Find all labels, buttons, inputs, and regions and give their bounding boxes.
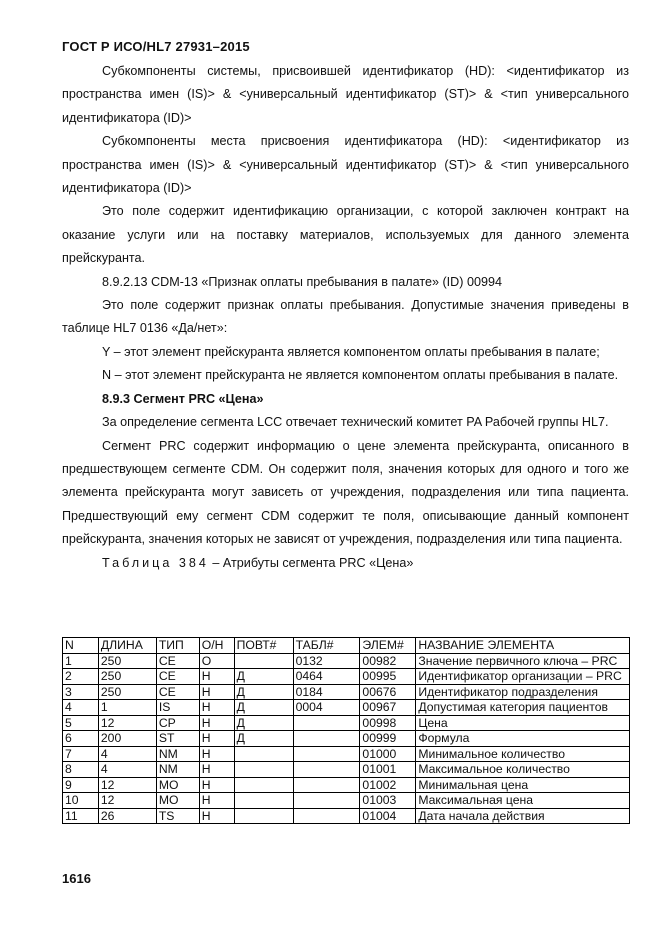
table-cell <box>234 777 293 793</box>
table-row <box>63 793 630 809</box>
table-row <box>63 777 630 793</box>
table-cell <box>234 653 293 669</box>
table-cell <box>293 746 360 762</box>
table-cell: 9 <box>63 777 99 793</box>
table-cell: MO <box>156 777 199 793</box>
table-cell: Н <box>199 700 234 716</box>
table-cell: 00676 <box>360 684 416 700</box>
table-row <box>63 762 630 778</box>
table-cell: 00982 <box>360 653 416 669</box>
table-cell: 01003 <box>360 793 416 809</box>
table-row <box>63 700 630 716</box>
table-cell: 00995 <box>360 669 416 685</box>
table-cell: Дата начала действия <box>416 808 630 824</box>
table-row <box>63 746 630 762</box>
table-cell: CE <box>156 653 199 669</box>
table-cell: ST <box>156 731 199 747</box>
table-cell <box>293 808 360 824</box>
table-cell: 12 <box>98 777 156 793</box>
table-cell: Н <box>199 669 234 685</box>
table-cell <box>293 715 360 731</box>
table-caption-label: Таблица 384 <box>102 555 209 570</box>
table-cell: Д <box>234 684 293 700</box>
table-cell <box>293 762 360 778</box>
table-cell: 0184 <box>293 684 360 700</box>
table-cell: NM <box>156 746 199 762</box>
table-caption-text: – Атрибуты сегмента PRC «Цена» <box>208 555 414 570</box>
table-row <box>63 731 630 747</box>
table-cell: Д <box>234 669 293 685</box>
table-cell: 01004 <box>360 808 416 824</box>
table-cell <box>234 746 293 762</box>
table-cell: Формула <box>416 731 630 747</box>
table-cell: 00999 <box>360 731 416 747</box>
table-row <box>63 669 630 685</box>
table-cell: О <box>199 653 234 669</box>
table-cell: 01002 <box>360 777 416 793</box>
table-header-row <box>63 638 630 654</box>
table-cell: Д <box>234 731 293 747</box>
table-cell: CE <box>156 684 199 700</box>
table-cell: Максимальная цена <box>416 793 630 809</box>
table-cell: Н <box>199 808 234 824</box>
table-row <box>63 808 630 824</box>
table-cell: 3 <box>63 684 99 700</box>
table-cell: Идентификатор подразделения <box>416 684 630 700</box>
table-cell: Н <box>199 777 234 793</box>
table-cell: Н <box>199 793 234 809</box>
table-cell: Н <box>199 684 234 700</box>
table-cell: 01001 <box>360 762 416 778</box>
table-cell: Минимальная цена <box>416 777 630 793</box>
table-cell: CP <box>156 715 199 731</box>
table-cell: Д <box>234 700 293 716</box>
header-cell: ЭЛЕМ# <box>360 638 416 654</box>
table-row <box>63 715 630 731</box>
table-body <box>63 653 630 824</box>
table-cell: 1 <box>98 700 156 716</box>
table-cell <box>234 808 293 824</box>
header-cell: ДЛИНА <box>98 638 156 654</box>
table-cell: MO <box>156 793 199 809</box>
table-cell <box>293 793 360 809</box>
table-row <box>63 684 630 700</box>
table-cell: 10 <box>63 793 99 809</box>
table-cell: IS <box>156 700 199 716</box>
table-cell: 0004 <box>293 700 360 716</box>
table-cell: 0132 <box>293 653 360 669</box>
document-header: ГОСТ Р ИСО/HL7 27931–2015 <box>62 39 250 54</box>
paragraph: Это поле содержит признак оплаты пребывания. Допустимые значения приведены в таблице HL7 0136 «Да/нет»: <box>62 298 629 336</box>
table-cell: Н <box>199 731 234 747</box>
document-body <box>62 60 629 575</box>
table-cell: 250 <box>98 684 156 700</box>
header-cell: О/Н <box>199 638 234 654</box>
table-cell: 11 <box>63 808 99 824</box>
table-cell: Идентификатор организации – PRC <box>416 669 630 685</box>
paragraph: Субкомпоненты места присвоения идентификатора (HD): <идентификатор из пространства имен (IS)> & <универсальный идентификатор (ST)> & <тип универсального идентификатора (ID)> <box>62 134 629 196</box>
table-cell: Д <box>234 715 293 731</box>
table-cell: 250 <box>98 653 156 669</box>
page-number: 1616 <box>62 871 91 886</box>
table-cell: Н <box>199 715 234 731</box>
table-cell: 6 <box>63 731 99 747</box>
header-cell: ТИП <box>156 638 199 654</box>
table-cell: Цена <box>416 715 630 731</box>
table-cell: 250 <box>98 669 156 685</box>
paragraph: Субкомпоненты системы, присвоившей идентификатор (HD): <идентификатор из пространства имен (IS)> & <универсальный идентификатор (ST)> & <тип универсального идентификатора (ID)> <box>62 64 629 125</box>
header-cell: ПОВТ# <box>234 638 293 654</box>
section-heading: 8.9.3 Сегмент PRC «Цена» <box>102 391 264 406</box>
table-cell: 26 <box>98 808 156 824</box>
header-cell: НАЗВАНИЕ ЭЛЕМЕНТА <box>416 638 630 654</box>
table-cell: 12 <box>98 793 156 809</box>
table-cell: Н <box>199 746 234 762</box>
table-cell: 7 <box>63 746 99 762</box>
table-cell: 8 <box>63 762 99 778</box>
table-cell: 00967 <box>360 700 416 716</box>
header-cell: ТАБЛ# <box>293 638 360 654</box>
table-cell: 0464 <box>293 669 360 685</box>
table-cell: 4 <box>98 762 156 778</box>
paragraph: N – этот элемент прейскуранта не является компонентом оплаты пребывания в палате. <box>102 368 619 383</box>
table-cell: Максимальное количество <box>416 762 630 778</box>
paragraph: Это поле содержит идентификацию организации, с которой заключен контракт на оказание услуги или на поставку материалов, используемых для данного элемента прейскуранта. <box>62 204 629 266</box>
paragraph: Сегмент PRC содержит информацию о цене элемента прейскуранта, описанного в предшествующем сегменте CDM. Он содержит поля, значения которых для одного и того же элемента прейскуранта могут зависеть от учреждения, подразделения или типа пациента. Предшествующий ему сегмент CDM содержит те поля, описывающие данный компонент прейскуранта, значения которых не зависят от учреждения, подразделения или типа пациента. <box>62 438 629 547</box>
paragraph: Y – этот элемент прейскуранта является компонентом оплаты пребывания в палате; <box>102 344 600 359</box>
table-cell: CE <box>156 669 199 685</box>
table-cell <box>234 793 293 809</box>
paragraph: За определение сегмента LCC отвечает технический комитет PA Рабочей группы HL7. <box>102 415 609 430</box>
table-cell: 4 <box>98 746 156 762</box>
table-cell: 12 <box>98 715 156 731</box>
table-cell: 01000 <box>360 746 416 762</box>
table-cell: 1 <box>63 653 99 669</box>
header-cell: N <box>63 638 99 654</box>
table-cell: Значение первичного ключа – PRC <box>416 653 630 669</box>
table-cell: Допустимая категория пациентов <box>416 700 630 716</box>
table-cell: 2 <box>63 669 99 685</box>
table-cell: 4 <box>63 700 99 716</box>
table-cell: Н <box>199 762 234 778</box>
table-cell: 5 <box>63 715 99 731</box>
table-cell <box>234 762 293 778</box>
table-cell: Минимальное количество <box>416 746 630 762</box>
table-cell: 00998 <box>360 715 416 731</box>
subsection-heading: 8.9.2.13 CDM-13 «Признак оплаты пребывания в палате» (ID) 00994 <box>102 274 502 289</box>
table-cell <box>293 777 360 793</box>
table-caption <box>62 552 629 575</box>
table-cell: TS <box>156 808 199 824</box>
table-row <box>63 653 630 669</box>
table-cell: 200 <box>98 731 156 747</box>
table-cell <box>293 731 360 747</box>
attributes-table <box>62 637 630 824</box>
table-cell: NM <box>156 762 199 778</box>
